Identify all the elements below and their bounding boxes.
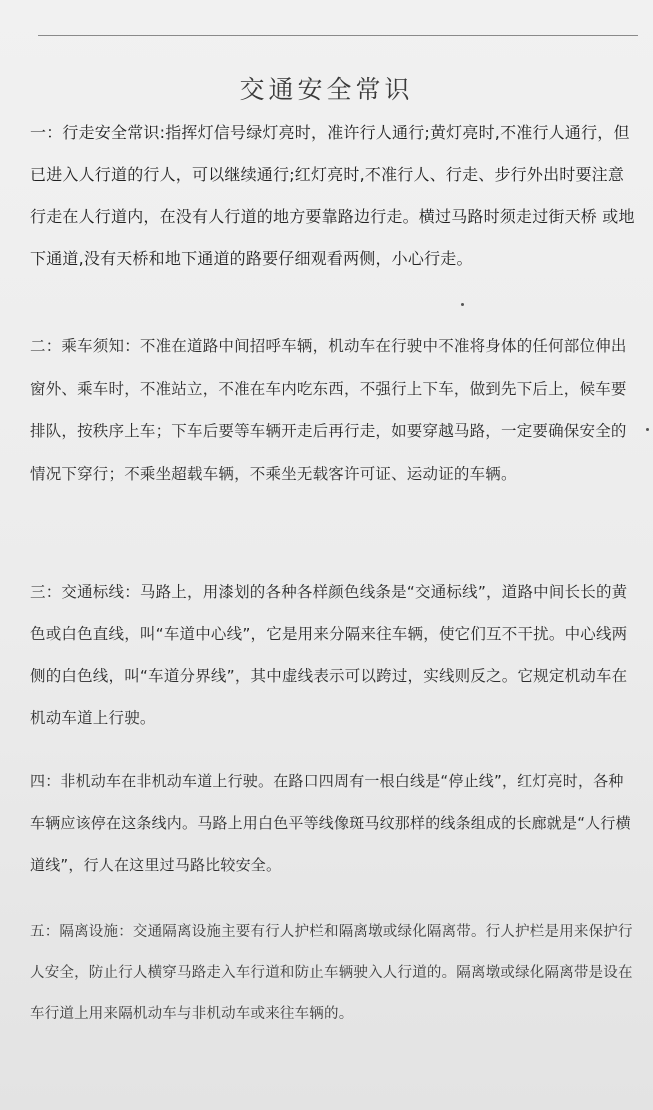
section-walking-safety: [30, 112, 636, 280]
section-traffic-markings: [30, 571, 636, 739]
section-paragraph: 三：交通标线：马路上，用漆划的各种各样颜色线条是“交通标线”，道路中间长长的黄色或白色直线，叫“车道中心线”，它是用来分隔来往车辆，使它们互不干扰。中心线两侧的白色线，叫“车道分界线”，其中虚线表示可以跨过，实线则反之。它规定机动车在机动车道上行驶。: [30, 583, 628, 727]
speck-mark: [461, 303, 464, 306]
speck-mark: [646, 428, 649, 431]
section-paragraph: 一：行走安全常识:指挥灯信号绿灯亮时，准许行人通行;黄灯亮时,不准行人通行，但已进入人行道的行人，可以继续通行;红灯亮时,不准行人、行走、步行外出时要注意行走在人行道内，在没有人行道的地方要靠路边行走。横过马路时须走过街天桥 或地下通道,没有天桥和地下通道的路要仔细观看两侧，小心行走。: [30, 123, 635, 268]
section-paragraph: 五：隔离设施：交通隔离设施主要有行人护栏和隔离墩或绿化隔离带。行人护栏是用来保护行人安全，防止行人横穿马路走入车行道和防止车辆驶入人行道的。隔离墩或绿化隔离带是设在车行道上用来隔机动车与非机动车或来往车辆的。: [30, 924, 633, 1022]
section-paragraph: 二：乘车须知：不准在道路中间招呼车辆，机动车在行驶中不准将身体的任何部位伸出窗外、乘车时，不准站立，不准在车内吃东西，不强行上下车，做到先下后上，候车要排队，按秩序上车；下车后要等车辆开走后再行走，如要穿越马路，一定要确保安全的情况下穿行；不乘坐超载车辆，不乘坐无载客许可证、运动证的车辆。: [30, 337, 627, 483]
section-riding-notes: [30, 325, 636, 495]
document-title: 交通安全常识: [239, 75, 414, 104]
section-paragraph: 四：非机动车在非机动车道上行驶。在路口四周有一根白线是“停止线”，红灯亮时，各种车辆应该停在这条线内。马路上用白色平等线像斑马纹那样的线条组成的长廊就是“人行横道线”，行人在这里过马路比较安全。: [30, 772, 631, 874]
section-isolation-facilities: [30, 912, 636, 1035]
section-non-motor-lanes: [30, 760, 636, 886]
top-divider: [38, 35, 638, 36]
